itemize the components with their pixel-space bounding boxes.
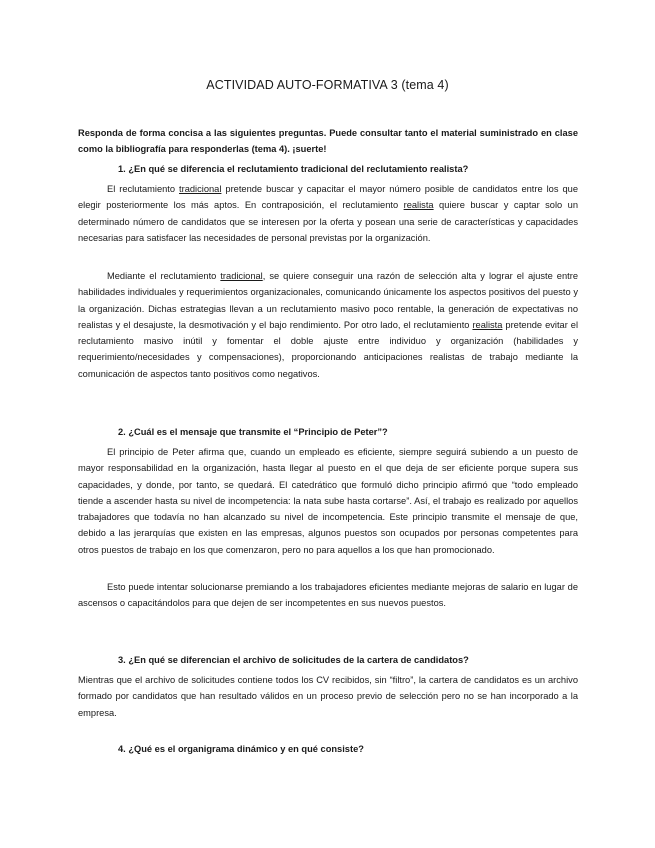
answer-2-paragraph-2: Esto puede intentar solucionarse premiando a los trabajadores eficientes mediante mejoras de salario en lugar de ascensos o capacitándolos para que dejen de ser incompetentes en sus nuevos puestos. bbox=[78, 582, 578, 609]
question-3: 3. ¿En qué se diferencian el archivo de solicitudes de la cartera de candidatos? bbox=[118, 655, 469, 665]
instructions: Responda de forma concisa a las siguientes preguntas. Puede consultar tanto el material suministrado en clase como la bibliografía para responderlas (tema 4). ¡suerte! bbox=[78, 128, 578, 154]
answer-1-paragraph-1: El reclutamiento tradicional pretende buscar y capacitar el mayor número posible de candidatos entre los que elegir posteriormente los más aptos. En contraposición, el reclutamiento realista quiere buscar y captar solo un determinado número de candidatos que se interesen por la oferta y posean una serie de características y capacidades necesarias para satisfacer las necesidades de personal previstas por la organización. bbox=[78, 184, 578, 243]
underlined-term: realista bbox=[403, 200, 434, 211]
underlined-term: tradicional bbox=[179, 184, 222, 194]
answer-3-paragraph-1: Mientras que el archivo de solicitudes contiene todos los CV recibidos, sin “filtro”, la cartera de candidatos es un archivo formado por candidatos que han resultado válidos en un proceso previo de selección pero no se han incorporado a la empresa. bbox=[78, 675, 578, 718]
document-title: ACTIVIDAD AUTO-FORMATIVA 3 (tema 4) bbox=[206, 78, 449, 92]
answer-2-paragraph-1: El principio de Peter afirma que, cuando un empleado es eficiente, siempre seguirá subiendo a un puesto de mayor responsabilidad en la organización, hasta llegar al puesto en el que deja de ser eficiente porque supera sus capacidades, y donde, por tanto, se quedará. El catedrático que formuló dicho principio afirmó que “todo empleado tiende a ascender hasta su nivel de incompetencia: la nata sube hasta cortarse”. Así, el trabajo es realizado por aquellos trabajadores que todavía no han alcanzado su nivel de incompetencia. Este principio transmite el mensaje de que, debido a las jerarquías que existen en las empresas, algunos puestos son ocupados por personas competentes para otros puestos de trabajo en los que comenzaron, pero no para aquellos a los que han promocionado. bbox=[78, 447, 578, 555]
question-4: 4. ¿Qué es el organigrama dinámico y en qué consiste? bbox=[118, 744, 364, 754]
underlined-term: realista bbox=[472, 319, 503, 330]
question-1: 1. ¿En qué se diferencia el reclutamiento tradicional del reclutamiento realista? bbox=[118, 164, 469, 174]
answer-1-paragraph-2: Mediante el reclutamiento tradicional, se quiere conseguir una razón de selección alta y lograr el ajuste entre habilidades individuales y requerimientos organizacionales, comunicando únicamente los aspectos positivos del puesto y la organización. Dichas estrategias llevan a un reclutamiento masivo poco rentable, la generación de expectativas no realistas y el desajuste, la desmotivación y el bajo rendimiento. Por otro lado, el reclutamiento realista pretende evitar el reclutamiento masivo inútil y fomentar el doble ajuste entre individuo y organización (habilidades y requerimiento/necesidades y compensaciones), proporcionando anticipaciones realistas de trabajo mediante la comunicación de aspectos tanto positivos como negativos. bbox=[78, 271, 579, 379]
question-2: 2. ¿Cuál es el mensaje que transmite el “Principio de Peter”? bbox=[118, 427, 388, 437]
underlined-term: tradicional bbox=[220, 271, 263, 281]
